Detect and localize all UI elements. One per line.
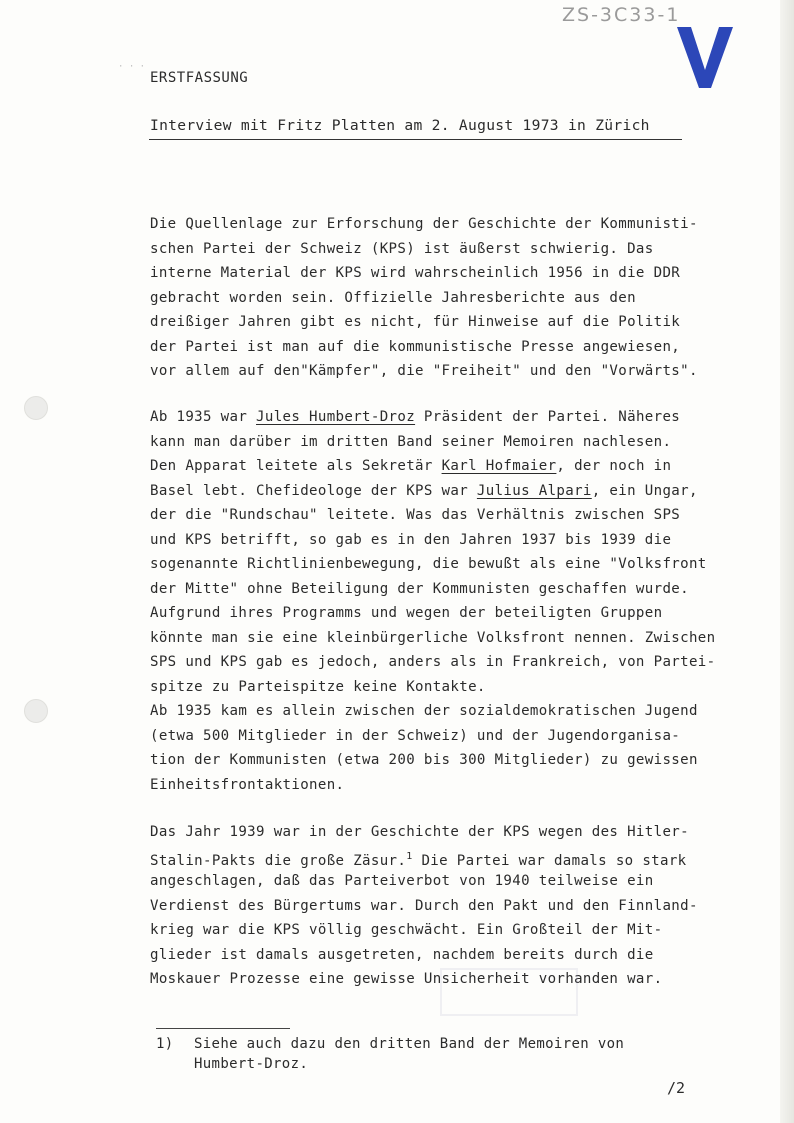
- underlined-name: Julius Alpari: [476, 482, 592, 499]
- text-segment: gebracht worden sein. Offizielle Jahresberichte aus den: [150, 289, 636, 306]
- document-title: Interview mit Fritz Platten am 2. August 1973 in Zürich: [150, 117, 650, 134]
- text-segment: Verdienst des Bürgertums war. Durch den Pakt und den Finnland-: [150, 897, 698, 914]
- text-line: [150, 773, 715, 798]
- text-line: [150, 577, 715, 602]
- text-segment: Ab 1935 kam es allein zwischen der sozialdemokratischen Jugend: [150, 703, 698, 719]
- text-line: [150, 869, 698, 894]
- text-line: [150, 503, 715, 528]
- text-segment: Moskauer Prozesse eine gewisse Unsicherheit vorhanden war.: [150, 971, 663, 987]
- punch-hole: [24, 396, 48, 420]
- draft-label: ERSTFASSUNG: [150, 70, 249, 86]
- text-segment: Den Apparat leitete als Sekretär: [150, 458, 442, 474]
- text-segment: kann man darüber im dritten Band seiner Memoiren nachlesen.: [150, 433, 672, 450]
- text-line: [150, 359, 698, 384]
- text-line: [150, 405, 715, 430]
- paragraph-party-leadership: [150, 405, 715, 797]
- footnote-number: 1): [156, 1036, 174, 1052]
- text-line: [150, 528, 715, 553]
- text-segment: Aufgrund ihres Programms und wegen der beteiligten Gruppen: [150, 605, 663, 621]
- text-line: [150, 335, 698, 360]
- text-segment: interne Material der KPS wird wahrscheinlich 1956 in die DDR: [150, 265, 681, 281]
- text-segment: SPS und KPS gab es jedoch, anders als in Frankreich, von Partei-: [150, 654, 716, 670]
- text-segment: Das Jahr 1939 war in der Geschichte der KPS wegen des Hitler-: [150, 824, 689, 840]
- text-line: [150, 748, 715, 773]
- text-line: [150, 724, 715, 749]
- text-segment: Basel lebt. Chefideologe der KPS war: [150, 482, 477, 499]
- footnote-reference[interactable]: 1: [406, 850, 413, 862]
- underlined-name: Jules Humbert-Droz: [256, 409, 416, 425]
- text-segment: der Partei ist man auf die kommunistische Presse angewiesen,: [150, 338, 681, 355]
- text-line: [150, 430, 715, 455]
- text-line: [150, 894, 698, 919]
- text-segment: der die "Rundschau" leitete. Was das Verhältnis zwischen SPS: [150, 507, 681, 523]
- archive-code: ZS-3C33-1: [562, 4, 681, 26]
- text-line: [150, 699, 715, 724]
- faint-stamp: [440, 968, 578, 1016]
- text-segment: Präsident der Partei. Näheres: [415, 409, 681, 425]
- text-segment: spitze zu Parteispitze keine Kontakte.: [150, 678, 486, 695]
- underlined-name: Karl Hofmaier: [441, 458, 557, 474]
- footnote: [156, 1034, 624, 1074]
- text-segment: Einheitsfrontaktionen.: [150, 776, 345, 793]
- text-segment: tion der Kommunisten (etwa 200 bis 300 Mitglieder) zu gewissen: [150, 752, 698, 768]
- paragraph-1939-pact: [150, 820, 698, 992]
- text-line: [150, 310, 698, 335]
- text-line: [150, 943, 698, 968]
- footnote-text: Siehe auch dazu den dritten Band der Memoiren von: [194, 1036, 625, 1052]
- text-line: [150, 454, 715, 479]
- footnote-rule: [156, 1028, 290, 1029]
- text-segment: krieg war die KPS völlig geschwächt. Ein Großteil der Mit-: [150, 922, 663, 938]
- text-segment: der Mitte" ohne Beteiligung der Kommunisten geschaffen wurde.: [150, 580, 689, 597]
- text-line: [150, 820, 698, 845]
- page-continuation-marker: /2: [667, 1079, 686, 1097]
- page-edge-shadow: [780, 0, 794, 1123]
- text-segment: schen Partei der Schweiz (KPS) ist äußerst schwierig. Das: [150, 240, 654, 257]
- text-segment: glieder ist damals ausgetreten, nachdem bereits durch die: [150, 946, 654, 963]
- text-segment: Ab 1935 war: [150, 409, 257, 425]
- text-line: [150, 675, 715, 700]
- text-segment: Die Partei war damals so stark: [412, 852, 687, 869]
- text-line: [150, 918, 698, 943]
- text-line: [150, 212, 698, 237]
- text-line: [150, 845, 698, 870]
- text-segment: , der noch in: [556, 458, 672, 474]
- text-segment: Stalin-Pakts die große Zäsur.: [150, 852, 407, 869]
- punch-hole: [24, 699, 48, 723]
- text-line: [150, 286, 698, 311]
- text-segment: Die Quellenlage zur Erforschung der Geschichte der Kommunisti-: [150, 216, 698, 232]
- text-segment: sogenannte Richtlinienbewegung, die bewußt als eine "Volksfront: [150, 556, 707, 572]
- text-line: [150, 650, 715, 675]
- text-segment: (etwa 500 Mitglieder in der Schweiz) und der Jugendorganisa-: [150, 727, 681, 744]
- footnote-text-continued: Humbert-Droz.: [194, 1056, 309, 1072]
- text-segment: , ein Ungar,: [591, 482, 698, 499]
- text-segment: könnte man sie eine kleinbürgerliche Volksfront nennen. Zwischen: [150, 629, 716, 646]
- text-line: [150, 552, 715, 577]
- text-segment: vor allem auf den"Kämpfer", die "Freiheit" und den "Vorwärts".: [150, 363, 698, 379]
- text-line: [150, 601, 715, 626]
- text-line: [150, 237, 698, 262]
- paragraph-sources: [150, 212, 698, 384]
- text-line: [150, 479, 715, 504]
- text-segment: angeschlagen, daß das Parteiverbot von 1940 teilweise ein: [150, 873, 654, 889]
- text-line: [150, 261, 698, 286]
- title-underline: [149, 139, 682, 140]
- text-segment: dreißiger Jahren gibt es nicht, für Hinweise auf die Politik: [150, 314, 681, 330]
- text-line: [150, 626, 715, 651]
- paper-speck: · · ·: [118, 62, 146, 72]
- text-line: [150, 967, 698, 992]
- text-segment: und KPS betrifft, so gab es in den Jahren 1937 bis 1939 die: [150, 531, 672, 548]
- v-check-stamp-icon: [674, 24, 736, 92]
